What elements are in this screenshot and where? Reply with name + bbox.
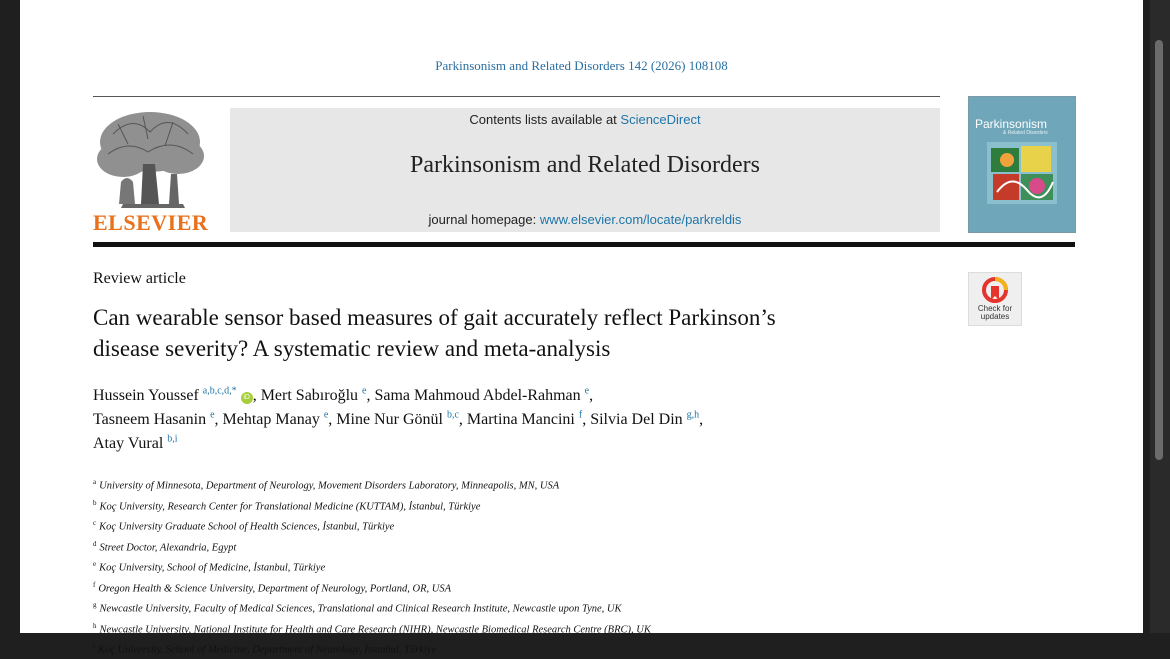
- affiliation-item: [93, 577, 993, 598]
- journal-name: Parkinsonism and Related Disorders: [410, 152, 760, 178]
- author-name[interactable]: Silvia Del Din: [590, 411, 683, 428]
- affiliation-text: Koç University, Research Center for Translational Medicine (KUTTAM), İstanbul, Türkiye: [99, 501, 481, 512]
- affiliation-key: e: [93, 560, 97, 568]
- sciencedirect-link[interactable]: ScienceDirect: [620, 112, 701, 127]
- affiliation-item: [93, 618, 993, 639]
- author-name[interactable]: Martina Mancini: [466, 411, 575, 428]
- author-affiliation-refs[interactable]: b,i: [167, 433, 178, 445]
- affiliation-item: [93, 495, 993, 516]
- article-title: [93, 302, 953, 364]
- author-name[interactable]: Mehtap Manay: [222, 411, 320, 428]
- cover-title: Parkinsonism: [975, 117, 1048, 131]
- elsevier-wordmark: ELSEVIER: [93, 210, 209, 235]
- orcid-icon[interactable]: iD: [241, 392, 253, 404]
- journal-cover-image: [968, 96, 1076, 233]
- affiliation-item: [93, 556, 993, 577]
- affiliation-key: b: [93, 498, 97, 507]
- affiliation-text: University of Minnesota, Department of Neurology, Movement Disorders Laboratory, Minneapolis, MN, USA: [99, 480, 560, 492]
- journal-homepage-line: [230, 212, 940, 227]
- contents-available-line: [230, 112, 940, 127]
- author-affiliation-refs[interactable]: e: [362, 385, 367, 397]
- journal-banner: [230, 108, 940, 232]
- affiliation-key: c: [93, 519, 97, 527]
- viewer-scrollbar[interactable]: [1150, 0, 1170, 633]
- contents-prefix: Contents lists available at: [469, 112, 621, 127]
- pdf-page: [20, 0, 1143, 656]
- author-name[interactable]: Sama Mahmoud Abdel-Rahman: [374, 387, 581, 404]
- article-type-label: Review article: [93, 270, 186, 287]
- affiliation-key: i: [93, 642, 95, 650]
- scrollbar-thumb[interactable]: [1155, 40, 1163, 460]
- affiliation-text: Oregon Health & Science University, Department of Neurology, Portland, OR, USA: [98, 583, 452, 594]
- affiliation-list: [93, 474, 993, 659]
- title-line-1: Can wearable sensor based measures of gait accurately reflect Parkinson’s: [93, 305, 776, 330]
- affiliation-key: g: [93, 601, 97, 609]
- journal-homepage-link[interactable]: www.elsevier.com/locate/parkreldis: [539, 212, 742, 227]
- header-thick-rule: [93, 242, 1075, 247]
- check-for-text: Check for: [977, 304, 1013, 313]
- author-affiliation-refs[interactable]: a,b,c,d,*: [202, 385, 237, 397]
- crossmark-icon: [969, 273, 1021, 305]
- affiliation-key: d: [93, 539, 97, 548]
- cover-subtitle: & Related Disorders: [1003, 130, 1048, 136]
- affiliation-item: [93, 536, 993, 557]
- author-affiliation-refs[interactable]: e: [584, 385, 590, 397]
- affiliation-text: Newcastle University, National Institute for Health and Care Research (NIHR), Newcastle Biomedical Research Centre (BRC), UK: [99, 624, 651, 635]
- updates-text: updates: [980, 312, 1010, 321]
- affiliation-key: a: [93, 478, 97, 486]
- affiliation-item: [93, 597, 993, 618]
- affiliation-text: Newcastle University, Faculty of Medical Sciences, Translational and Clinical Research Institute, Newcastle upon Tyne, UK: [99, 603, 622, 615]
- author-affiliation-refs[interactable]: e: [210, 409, 215, 421]
- check-for-updates-button[interactable]: [968, 272, 1022, 326]
- affiliation-key: f: [93, 580, 96, 589]
- author-affiliation-refs[interactable]: b,c: [446, 409, 459, 421]
- affiliation-item: [93, 515, 993, 536]
- journal-citation-link[interactable]: Parkinsonism and Related Disorders 142 (2026) 108108: [435, 58, 728, 73]
- author-affiliation-refs[interactable]: f: [578, 409, 583, 421]
- author-affiliation-refs[interactable]: e: [323, 409, 329, 421]
- affiliation-text: Koç University Graduate School of Health Sciences, İstanbul, Türkiye: [99, 521, 395, 533]
- author-name[interactable]: Tasneem Hasanin: [93, 411, 207, 428]
- title-line-2: disease severity? A systematic review and meta-analysis: [93, 336, 611, 361]
- author-name[interactable]: Hussein Youssef: [93, 387, 199, 404]
- author-name[interactable]: Atay Vural: [93, 435, 164, 452]
- check-for-updates-label: [969, 305, 1021, 321]
- affiliation-item: [93, 638, 993, 659]
- affiliation-text: Street Doctor, Alexandria, Egypt: [99, 542, 237, 553]
- cover-artwork: [987, 142, 1057, 204]
- author-list: Hussein Youssef $^{a,b,c,d,*}$ iD , Mert Sabıroğlu $^e$, Sama Mahmoud Abdel-Rahman $^e$, Tasneem Hasanin $^e$, Mehtap Manay $^e$, Mine Nur Gönül $^{b,c}$, Martina Mancini $^f$, Silvia Del Din $^{g,h}$, Atay Vural $^{b,i}$: [93, 385, 704, 452]
- header-divider: [93, 96, 940, 97]
- affiliation-text: Koç University, School of Medicine, Department of Neurology, İstanbul, Türkiye: [97, 644, 437, 656]
- affiliation-key: h: [93, 621, 97, 630]
- author-name[interactable]: Mine Nur Gönül: [336, 411, 443, 428]
- author-name[interactable]: Mert Sabıroğlu: [260, 387, 359, 404]
- homepage-prefix: journal homepage:: [428, 212, 540, 227]
- affiliation-text: Koç University, School of Medicine, İstanbul, Türkiye: [99, 562, 326, 574]
- affiliation-item: [93, 474, 993, 495]
- author-affiliation-refs[interactable]: g,h: [686, 409, 700, 421]
